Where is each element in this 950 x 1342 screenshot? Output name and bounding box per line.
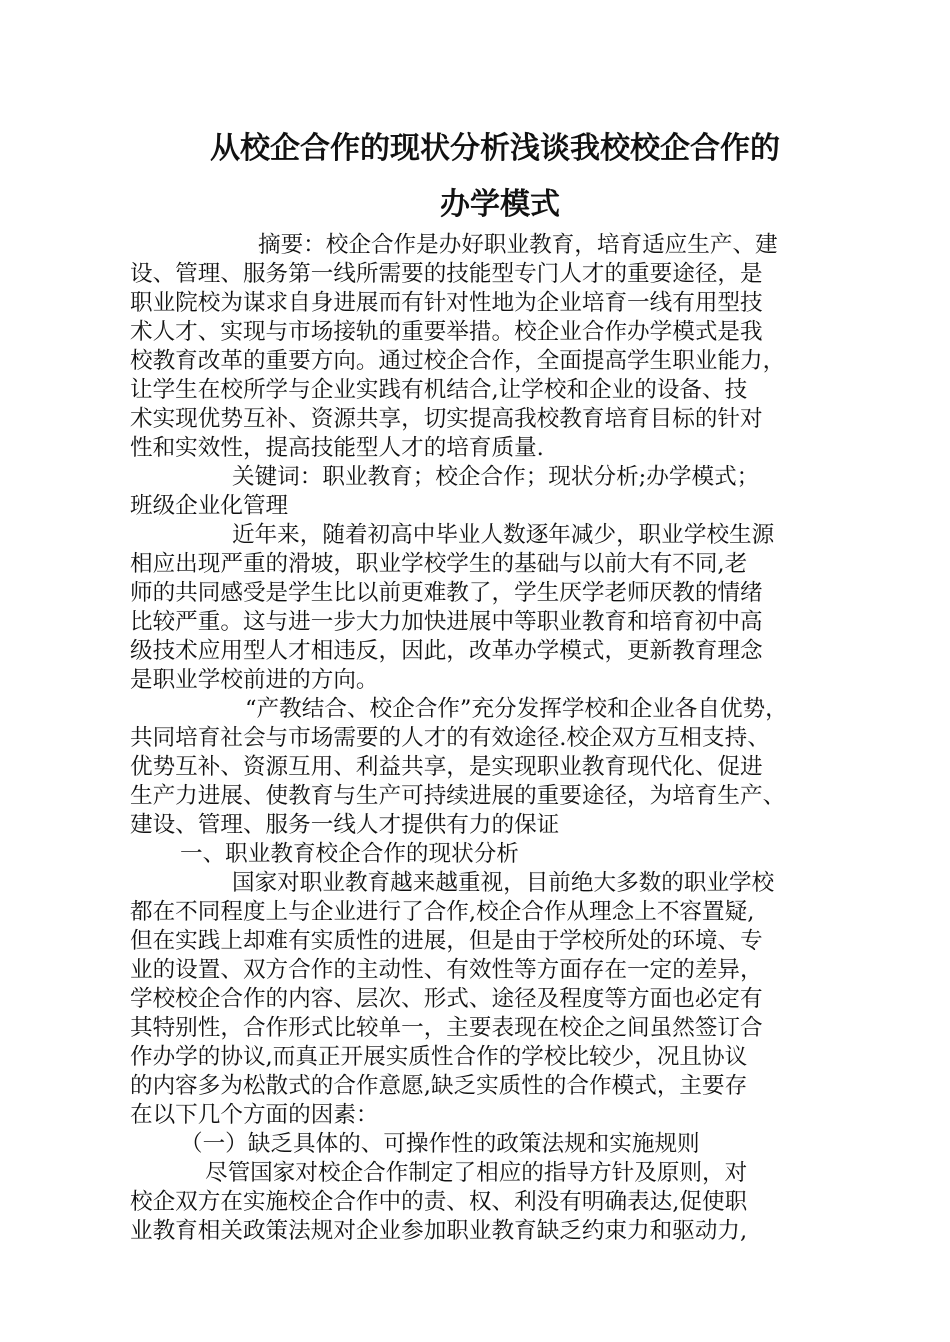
abstract-line: 校教育改革的重要方向。通过校企合作，全面提高学生职业能力， [130, 348, 786, 374]
body-paragraph-line: 业的设置、双方合作的主动性、有效性等方面存在一定的差异， [130, 957, 763, 983]
body-paragraph-line: 级技术应用型人才相违反，因此，改革办学模式，更新教育理念 [130, 638, 763, 664]
subsection-heading: （一）缺乏具体的、可操作性的政策法规和实施规则 [180, 1131, 700, 1157]
abstract-line: 性和实效性，提高技能型人才的培育质量. [130, 435, 544, 461]
body-paragraph-line: 在以下几个方面的因素： [130, 1102, 379, 1128]
body-paragraph-line: 其特别性，合作形式比较单一，主要表现在校企之间虽然签订合 [130, 1015, 763, 1041]
body-paragraph-line: “产教结合、校企合作”充分发挥学校和企业各自优势， [245, 696, 788, 722]
body-paragraph-line: 相应出现严重的滑坡，职业学校学生的基础与以前大有不同,老 [130, 551, 748, 577]
body-paragraph-line: 近年来，随着初高中毕业人数逐年减少，职业学校生源 [232, 522, 775, 548]
body-paragraph-line: 学校校企合作的内容、层次、形式、途径及程度等方面也必定有 [130, 986, 763, 1012]
body-paragraph-line: 共同培育社会与市场需要的人才的有效途径.校企双方互相支持、 [130, 725, 770, 751]
body-paragraph-line: 校企双方在实施校企合作中的责、权、利没有明确表达,促使职 [130, 1189, 748, 1215]
document-title-line-1: 从校企合作的现状分析浅谈我校校企合作的 [210, 131, 780, 166]
keywords-line: 关键词：职业教育；校企合作；现状分析;办学模式； [232, 464, 760, 490]
body-paragraph-line: 是职业学校前进的方向。 [130, 667, 379, 693]
body-paragraph-line: 建设、管理、服务一线人才提供有力的保证 [130, 812, 560, 838]
body-paragraph-line: 国家对职业教育越来越重视，目前绝大多数的职业学校 [232, 870, 775, 896]
body-paragraph-line: 业教育相关政策法规对企业参加职业教育缺乏约束力和驱动力, [130, 1218, 748, 1244]
body-paragraph-line: 优势互补、资源互用、利益共享，是实现职业教育现代化、促进 [130, 754, 763, 780]
body-paragraph-line: 生产力进展、使教育与生产可持续进展的重要途径，为培育生产、 [130, 783, 786, 809]
body-paragraph-line: 尽管国家对校企合作制定了相应的指导方针及原则，对 [205, 1160, 748, 1186]
document-title-line-2: 办学模式 [440, 187, 560, 222]
body-paragraph-line: 师的共同感受是学生比以前更难教了，学生厌学老师厌教的情绪 [130, 580, 763, 606]
abstract-line: 术人才、实现与市场接轨的重要举措。校企业合作办学模式是我 [130, 319, 763, 345]
abstract-line: 让学生在校所学与企业实践有机结合,让学校和企业的设备、技 [130, 377, 748, 403]
body-paragraph-line: 比较严重。这与进一步大力加快进展中等职业教育和培育初中高 [130, 609, 763, 635]
body-paragraph-line: 作办学的协议,而真正开展实质性合作的学校比较少，况且协议 [130, 1044, 748, 1070]
body-paragraph-line: 的内容多为松散式的合作意愿,缺乏实质性的合作模式，主要存 [130, 1073, 748, 1099]
body-paragraph-line: 但在实践上却难有实质性的进展，但是由于学校所处的环境、专 [130, 928, 763, 954]
abstract-line: 摘要：校企合作是办好职业教育，培育适应生产、建 [258, 232, 778, 258]
section-heading: 一、职业教育校企合作的现状分析 [180, 841, 519, 867]
abstract-line: 职业院校为谋求自身进展而有针对性地为企业培育一线有用型技 [130, 290, 763, 316]
body-paragraph-line: 都在不同程度上与企业进行了合作,校企合作从理念上不容置疑, [130, 899, 755, 925]
keywords-line: 班级企业化管理 [130, 493, 289, 519]
abstract-line: 设、管理、服务第一线所需要的技能型专门人才的重要途径，是 [130, 261, 763, 287]
abstract-line: 术实现优势互补、资源共享，切实提高我校教育培育目标的针对 [130, 406, 763, 432]
